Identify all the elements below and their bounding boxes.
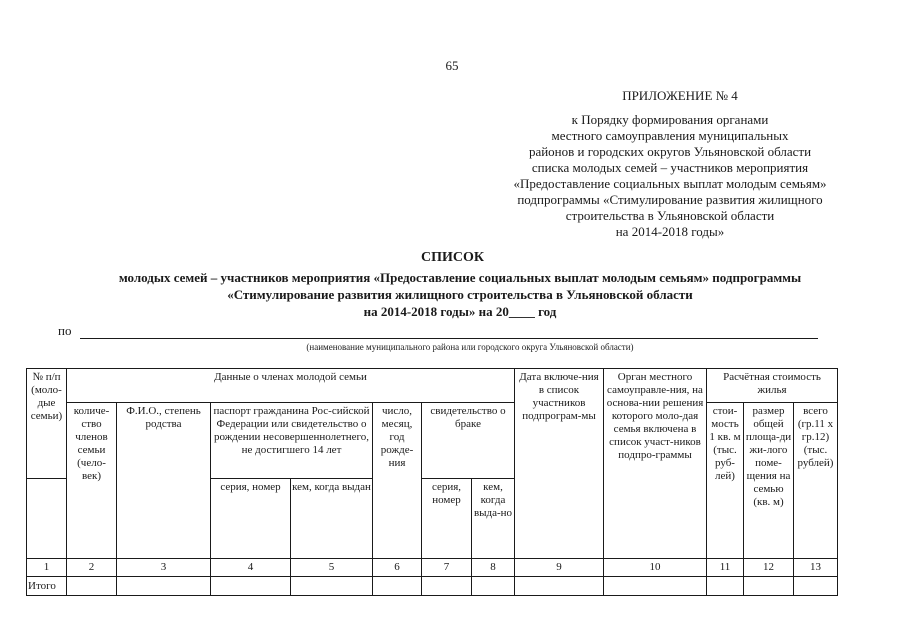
list-subtitle-line: «Стимулирование развития жилищного строительства в Ульяновской области: [227, 287, 693, 302]
header-fio: Ф.И.О., степень родства: [117, 403, 211, 559]
column-number-row: [27, 559, 838, 577]
total-cell: [291, 577, 373, 596]
list-subtitle-line: на 2014-2018 годы» на 20____ год: [363, 304, 557, 319]
appendix-line: на 2014-2018 годы»: [615, 224, 725, 239]
total-row: [27, 577, 838, 596]
total-cell: [472, 577, 515, 596]
column-number: 1: [27, 559, 67, 577]
header-passport: паспорт гражданина Рос-сийской Федерации или свидетельство о рождении несовершеннолетнего, не достигшего 14 лет: [211, 403, 373, 479]
list-subtitle: [20, 269, 900, 320]
appendix-title: ПРИЛОЖЕНИЕ № 4: [622, 88, 738, 103]
column-number: 5: [291, 559, 373, 577]
header-marriage-issued: кем, когда выда-но: [472, 479, 515, 559]
municipality-caption: (наименование муниципального района или городского округа Ульяновской области): [306, 342, 634, 352]
appendix-line: к Порядку формирования органами: [571, 112, 769, 127]
header-cost-per-m2: стои-мость 1 кв. м (тыс. руб-лей): [707, 403, 744, 559]
total-cell: [707, 577, 744, 596]
total-cell: [422, 577, 472, 596]
column-number: 8: [472, 559, 515, 577]
column-number: 7: [422, 559, 472, 577]
total-cell: [211, 577, 291, 596]
total-cell: [515, 577, 604, 596]
column-number: 10: [604, 559, 707, 577]
column-number: 6: [373, 559, 422, 577]
appendix-line: списка молодых семей – участников мероприятия: [531, 160, 809, 175]
total-label: Итого: [27, 577, 67, 596]
header-family-data: Данные о членах молодой семьи: [67, 369, 515, 403]
column-number: 2: [67, 559, 117, 577]
municipality-label: по: [58, 323, 72, 338]
total-cell: [604, 577, 707, 596]
appendix-line: подпрограммы «Стимулирование развития жилищного: [517, 192, 823, 207]
header-marriage-series: серия, номер: [422, 479, 472, 559]
header-authority: Орган местного самоуправле-ния, на основа-нии решения которого моло-дая семья включена в список участ-ников подпро-граммы: [604, 369, 707, 559]
total-cell: [373, 577, 422, 596]
header-row-number: № п/п (моло-дые семьи): [27, 369, 67, 479]
municipality-blank-line: [80, 338, 818, 339]
column-number: 12: [744, 559, 794, 577]
header-marriage-cert: свидетельство о браке: [422, 403, 515, 479]
total-cell: [67, 577, 117, 596]
header-passport-issued: кем, когда выдан: [291, 479, 373, 559]
appendix-line: строительства в Ульяновской области: [565, 208, 775, 223]
header-housing-cost: Расчётная стоимость жилья: [707, 369, 838, 403]
column-number: 9: [515, 559, 604, 577]
appendix-text: [470, 112, 870, 240]
column-number: 11: [707, 559, 744, 577]
header-inclusion-date: Дата включе-ния в список участников подпрограм-мы: [515, 369, 604, 559]
header-total-area: размер общей площа-ди жи-лого поме-щения на семью (кв. м): [744, 403, 794, 559]
total-cell: [794, 577, 838, 596]
header-member-count: количе-ство членов семьи (чело-век): [67, 403, 117, 559]
family-list-table: [26, 368, 838, 596]
total-cell: [117, 577, 211, 596]
list-heading: СПИСОК: [420, 250, 485, 265]
page-number: 65: [445, 58, 459, 73]
column-number: 4: [211, 559, 291, 577]
municipality-field: [58, 323, 818, 341]
column-number: 3: [117, 559, 211, 577]
appendix-line: районов и городских округов Ульяновской области: [528, 144, 812, 159]
header-total-cost: всего (гр.11 х гр.12) (тыс. рублей): [794, 403, 838, 559]
appendix-line: «Предоставление социальных выплат молодым семьям»: [513, 176, 827, 191]
header-birth-date: число, месяц, год рожде-ния: [373, 403, 422, 559]
column-number: 13: [794, 559, 838, 577]
appendix-line: местного самоуправления муниципальных: [551, 128, 789, 143]
header-blank-cell: [27, 479, 67, 559]
list-subtitle-line: молодых семей – участников мероприятия «Предоставление социальных выплат молодым семьям» подпрограммы: [118, 270, 802, 285]
header-passport-series: серия, номер: [211, 479, 291, 559]
total-cell: [744, 577, 794, 596]
